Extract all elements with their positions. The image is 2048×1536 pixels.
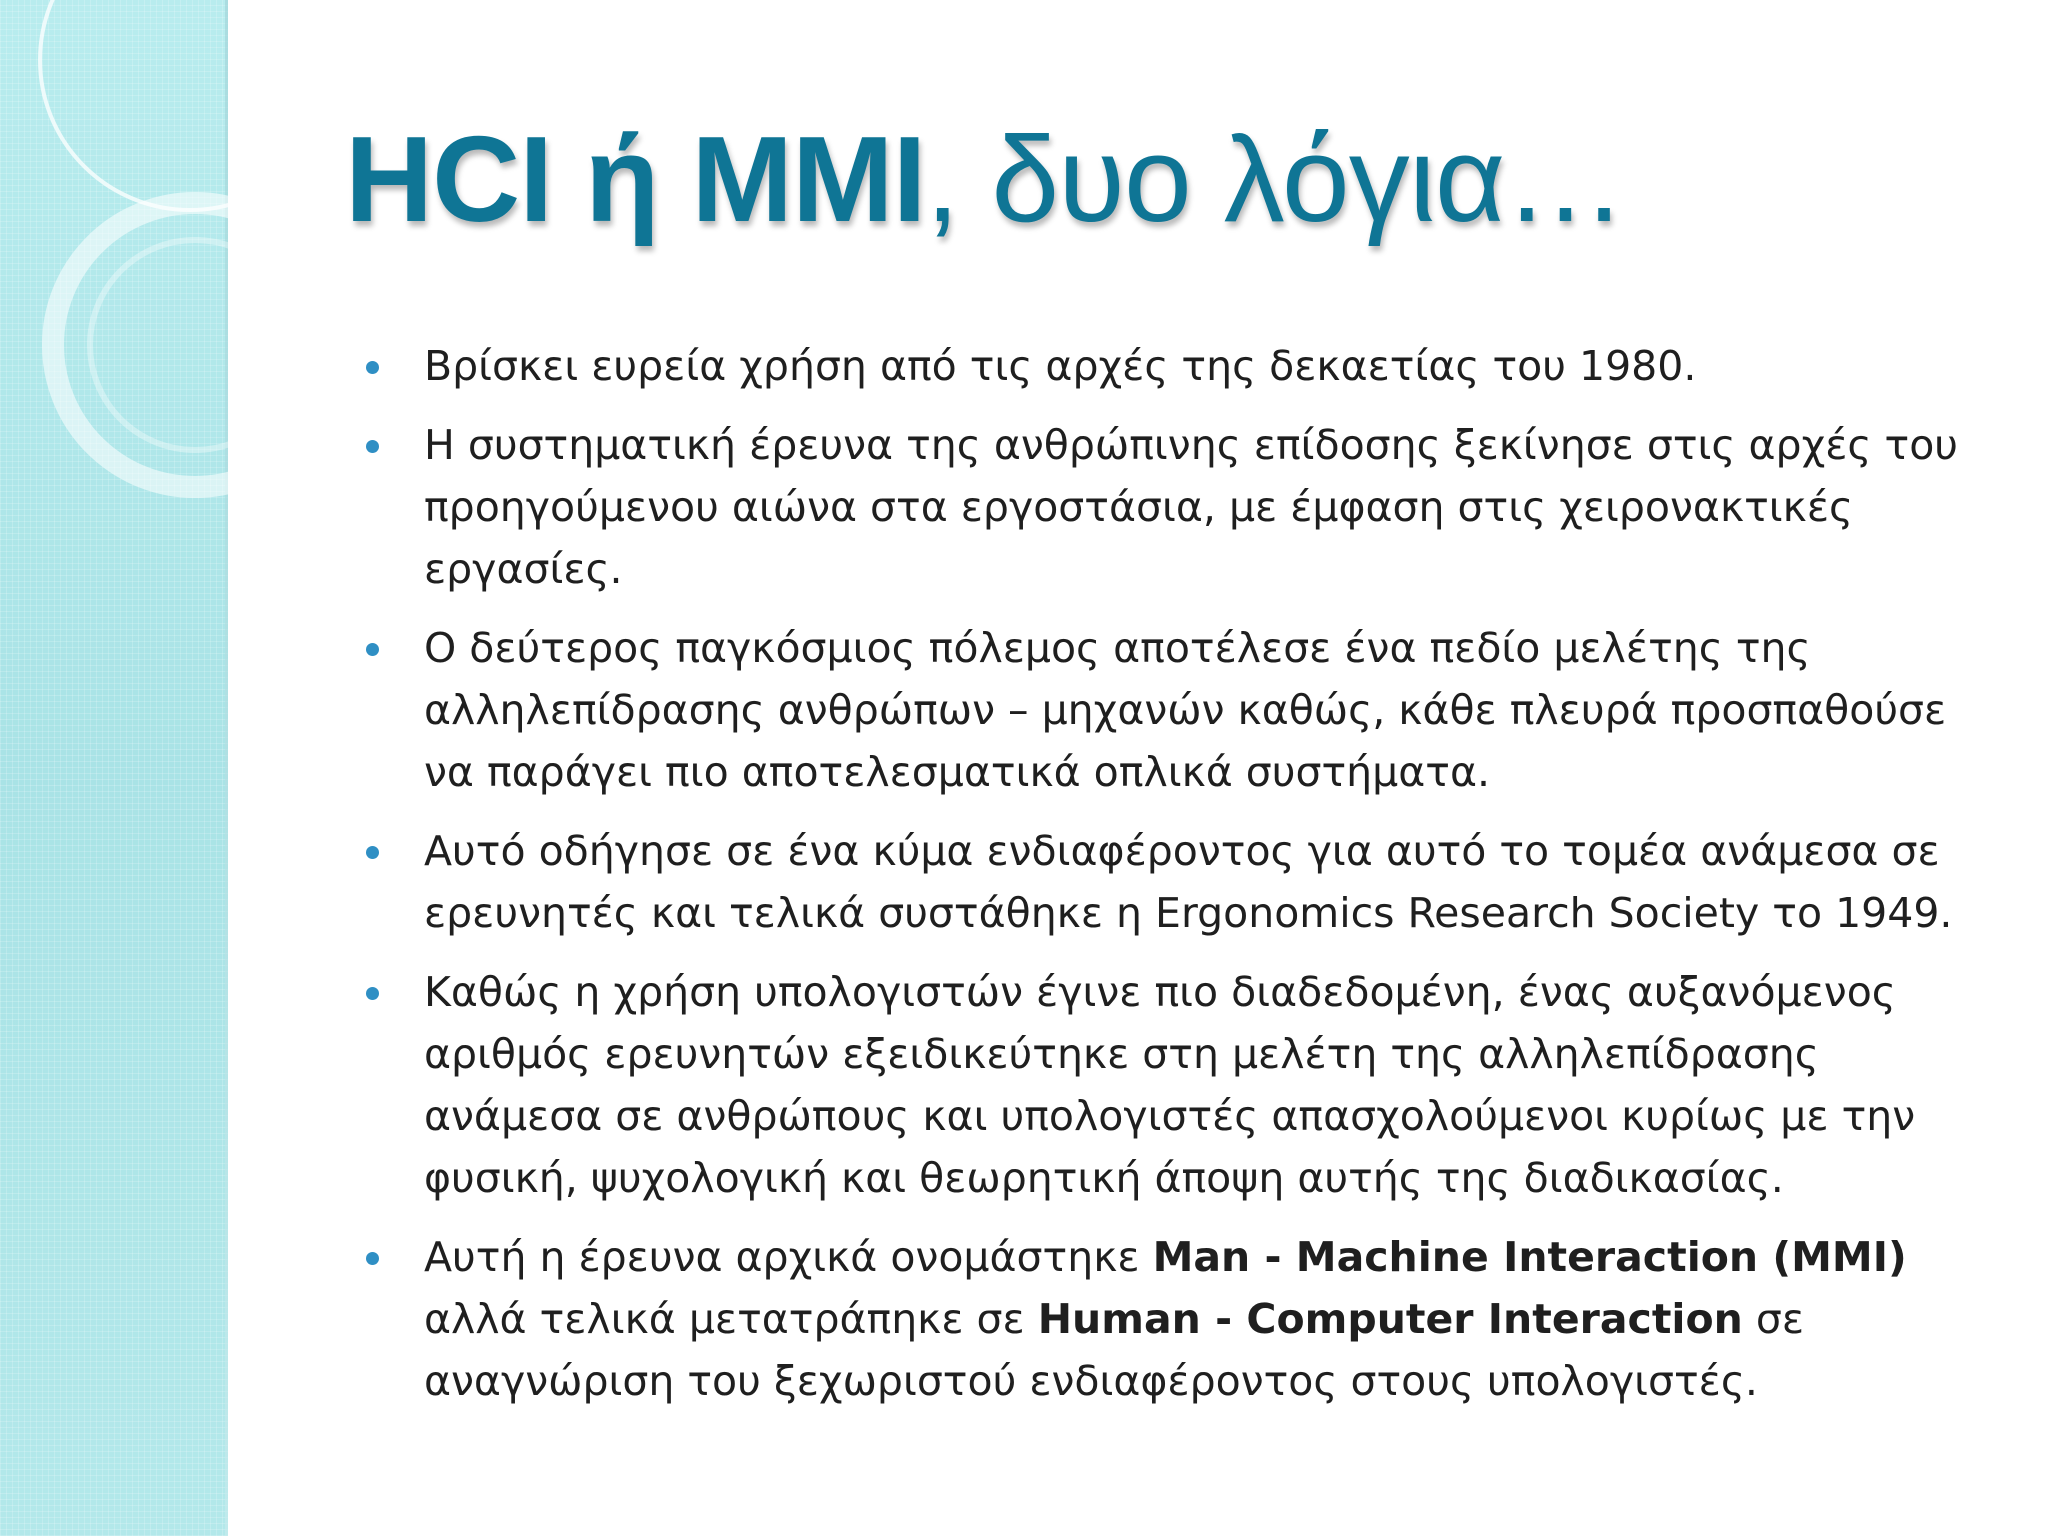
slide-title bbox=[345, 111, 1626, 247]
bullet-text-mid: αλλά τελικά μετατράπηκε σε bbox=[424, 1295, 1038, 1343]
bullet-text-pre: Αυτή η έρευνα αρχικά ονομάστηκε bbox=[424, 1233, 1153, 1281]
bullet-item bbox=[366, 820, 2006, 944]
bullet-text: Ο δεύτερος παγκόσμιος πόλεμος αποτέλεσε ένα πεδίο μελέτης της αλληλεπίδρασης ανθρώπων – μηχανών καθώς, κάθε πλευρά προσπαθούσε να παράγει πιο αποτελεσματικά οπλικά συστήματα. bbox=[424, 624, 1947, 796]
bullet-dot-icon bbox=[366, 440, 379, 453]
bullet-item bbox=[366, 1226, 2006, 1412]
bullet-item bbox=[366, 961, 2006, 1209]
bullet-text: Αυτό οδήγησε σε ένα κύμα ενδιαφέροντος για αυτό το τομέα ανάμεσα σε ερευνητές και τελικά συστάθηκε η Ergonomics Research Society το 1949. bbox=[424, 827, 1953, 937]
bullet-dot-icon bbox=[366, 987, 379, 1000]
title-acronyms: HCI ή MMI bbox=[345, 111, 926, 247]
bullet-item bbox=[366, 414, 2006, 600]
bullet-text-post: σε αναγνώριση του ξεχωριστού ενδιαφέροντος στους υπολογιστές. bbox=[424, 1295, 1805, 1405]
title-subtitle: , δυο λόγια… bbox=[925, 111, 1626, 247]
bullet-item bbox=[366, 335, 2006, 397]
bullet-dot-icon bbox=[366, 846, 379, 859]
term-mmi: Man - Machine Interaction (MMI) bbox=[1152, 1233, 1907, 1281]
bullet-text: Βρίσκει ευρεία χρήση από τις αρχές της δεκαετίας του 1980. bbox=[424, 342, 1697, 390]
decorative-circles-icon bbox=[0, 0, 260, 520]
bullet-dot-icon bbox=[366, 643, 379, 656]
bullet-list bbox=[366, 335, 2006, 1429]
bullet-text: Η συστηματική έρευνα της ανθρώπινης επίδοσης ξεκίνησε στις αρχές του προηγούμενου αιώνα στα εργοστάσια, με έμφαση στις χειρονακτικές εργασίες. bbox=[424, 421, 1958, 593]
bullet-dot-icon bbox=[366, 361, 379, 374]
bullet-text: Καθώς η χρήση υπολογιστών έγινε πιο διαδεδομένη, ένας αυξανόμενος αριθμός ερευνητών εξειδικεύτηκε στη μελέτη της αλληλεπίδρασης ανάμεσα σε ανθρώπους και υπολογιστές απασχολούμενοι κυρίως με την φυσική, ψυχολογική και θεωρητική άποψη αυτής της διαδικασίας. bbox=[424, 968, 1916, 1202]
bullet-item bbox=[366, 617, 2006, 803]
term-hci: Human - Computer Interaction bbox=[1037, 1295, 1743, 1343]
bullet-dot-icon bbox=[366, 1252, 379, 1265]
